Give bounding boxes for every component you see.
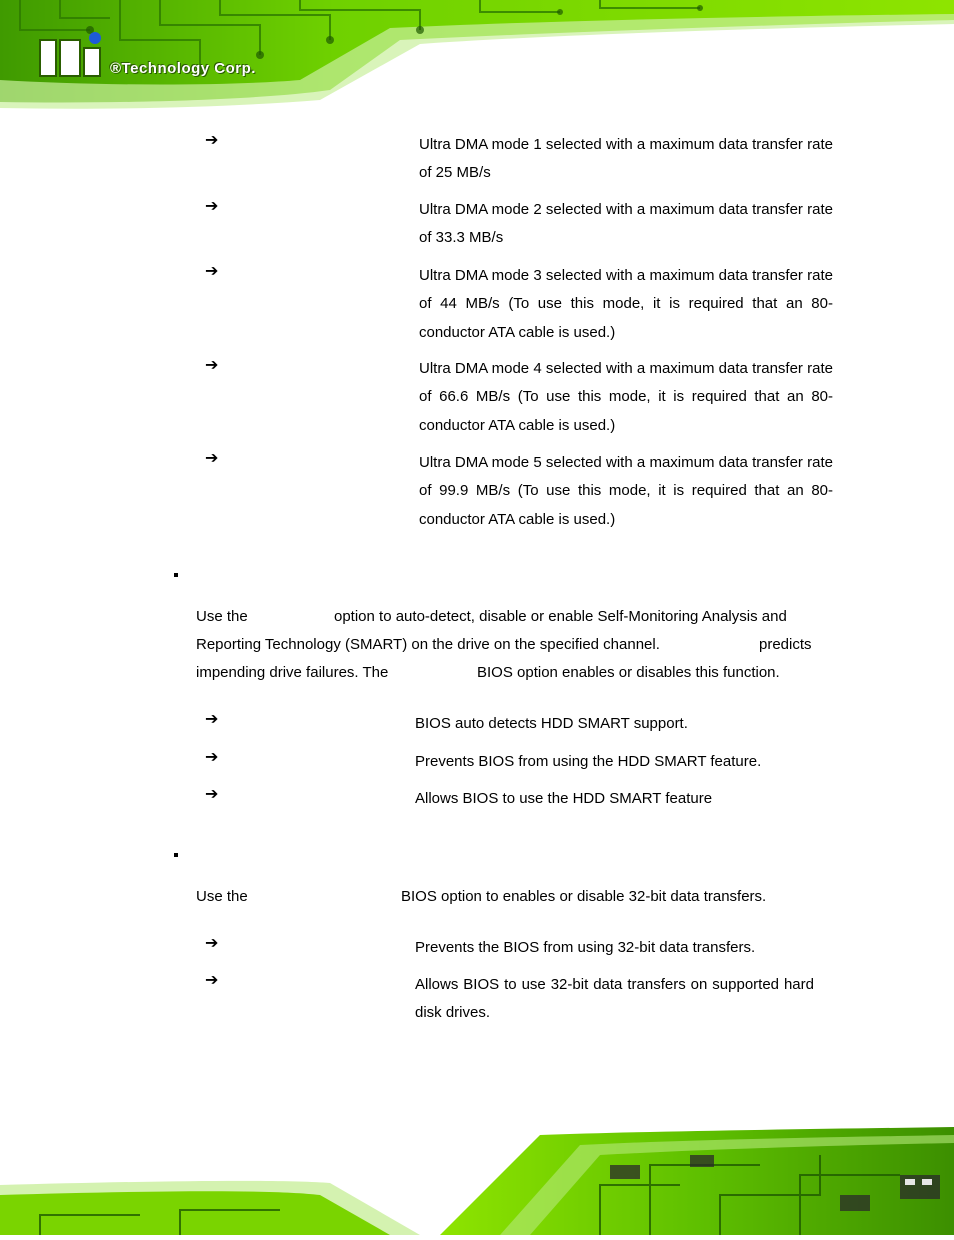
smart-para-line1a: Use the	[196, 608, 248, 625]
smart-enabled-description: Allows BIOS to use the HDD SMART feature	[415, 790, 713, 807]
smart-para-line3b: BIOS option enables or disables this function.	[477, 664, 780, 681]
smart-auto-description: BIOS auto detects HDD SMART support.	[415, 715, 688, 732]
transfer32-para-a: Use the	[196, 888, 248, 905]
udma-mode3-description: Ultra DMA mode 3 selected with a maximum data transfer rate of 44 MB/s (To use this mode, it is required that an 80-conductor ATA cable is used.)	[419, 267, 833, 341]
section-bullet-32bit	[174, 853, 178, 857]
arrow-icon: ➔	[205, 933, 219, 952]
transfer32-enabled-description: Allows BIOS to use 32-bit data transfers on supported hard disk drives.	[415, 976, 814, 1022]
transfer32-disabled-description: Prevents the BIOS from using 32-bit data transfers.	[415, 939, 756, 956]
smart-para-line2a: Reporting Technology (SMART) on the drive on the specified channel.	[196, 636, 660, 653]
transfer32-para-b: BIOS option to enables or disable 32-bit data transfers.	[401, 888, 767, 905]
logo-dot-icon	[89, 32, 101, 44]
smart-disabled-description: Prevents BIOS from using the HDD SMART feature.	[415, 753, 762, 770]
arrow-icon: ➔	[205, 355, 219, 374]
arrow-icon: ➔	[205, 261, 219, 280]
page-footer-banner	[0, 1125, 954, 1235]
page-header-banner	[0, 0, 954, 112]
smart-para-line3a: impending drive failures. The	[196, 664, 389, 681]
circuit-board-footer-graphic	[0, 1125, 954, 1235]
arrow-icon: ➔	[205, 130, 219, 149]
arrow-icon: ➔	[205, 448, 219, 467]
smart-para-line1b: option to auto-detect, disable or enable Self-Monitoring Analysis and	[334, 608, 787, 625]
section-bullet-smart	[174, 573, 178, 577]
udma-mode1-description: Ultra DMA mode 1 selected with a maximum data transfer rate of 25 MB/s	[419, 136, 833, 182]
circuit-board-header-graphic	[0, 0, 954, 112]
arrow-icon: ➔	[205, 784, 219, 803]
udma-mode4-description: Ultra DMA mode 4 selected with a maximum data transfer rate of 66.6 MB/s (To use this mode, it is required that an 80-conductor ATA cable is used.)	[419, 360, 833, 434]
arrow-icon: ➔	[205, 747, 219, 766]
arrow-icon: ➔	[205, 196, 219, 215]
arrow-icon: ➔	[205, 709, 219, 728]
company-logo-text: ®Technology Corp.	[110, 60, 256, 77]
udma-mode2-description: Ultra DMA mode 2 selected with a maximum data transfer rate of 33.3 MB/s	[419, 201, 833, 247]
smart-para-line2b: predicts	[759, 636, 812, 653]
udma-mode5-description: Ultra DMA mode 5 selected with a maximum data transfer rate of 99.9 MB/s (To use this mode, it is required that an 80-conductor ATA cable is used.)	[419, 454, 833, 528]
arrow-icon: ➔	[205, 970, 219, 989]
